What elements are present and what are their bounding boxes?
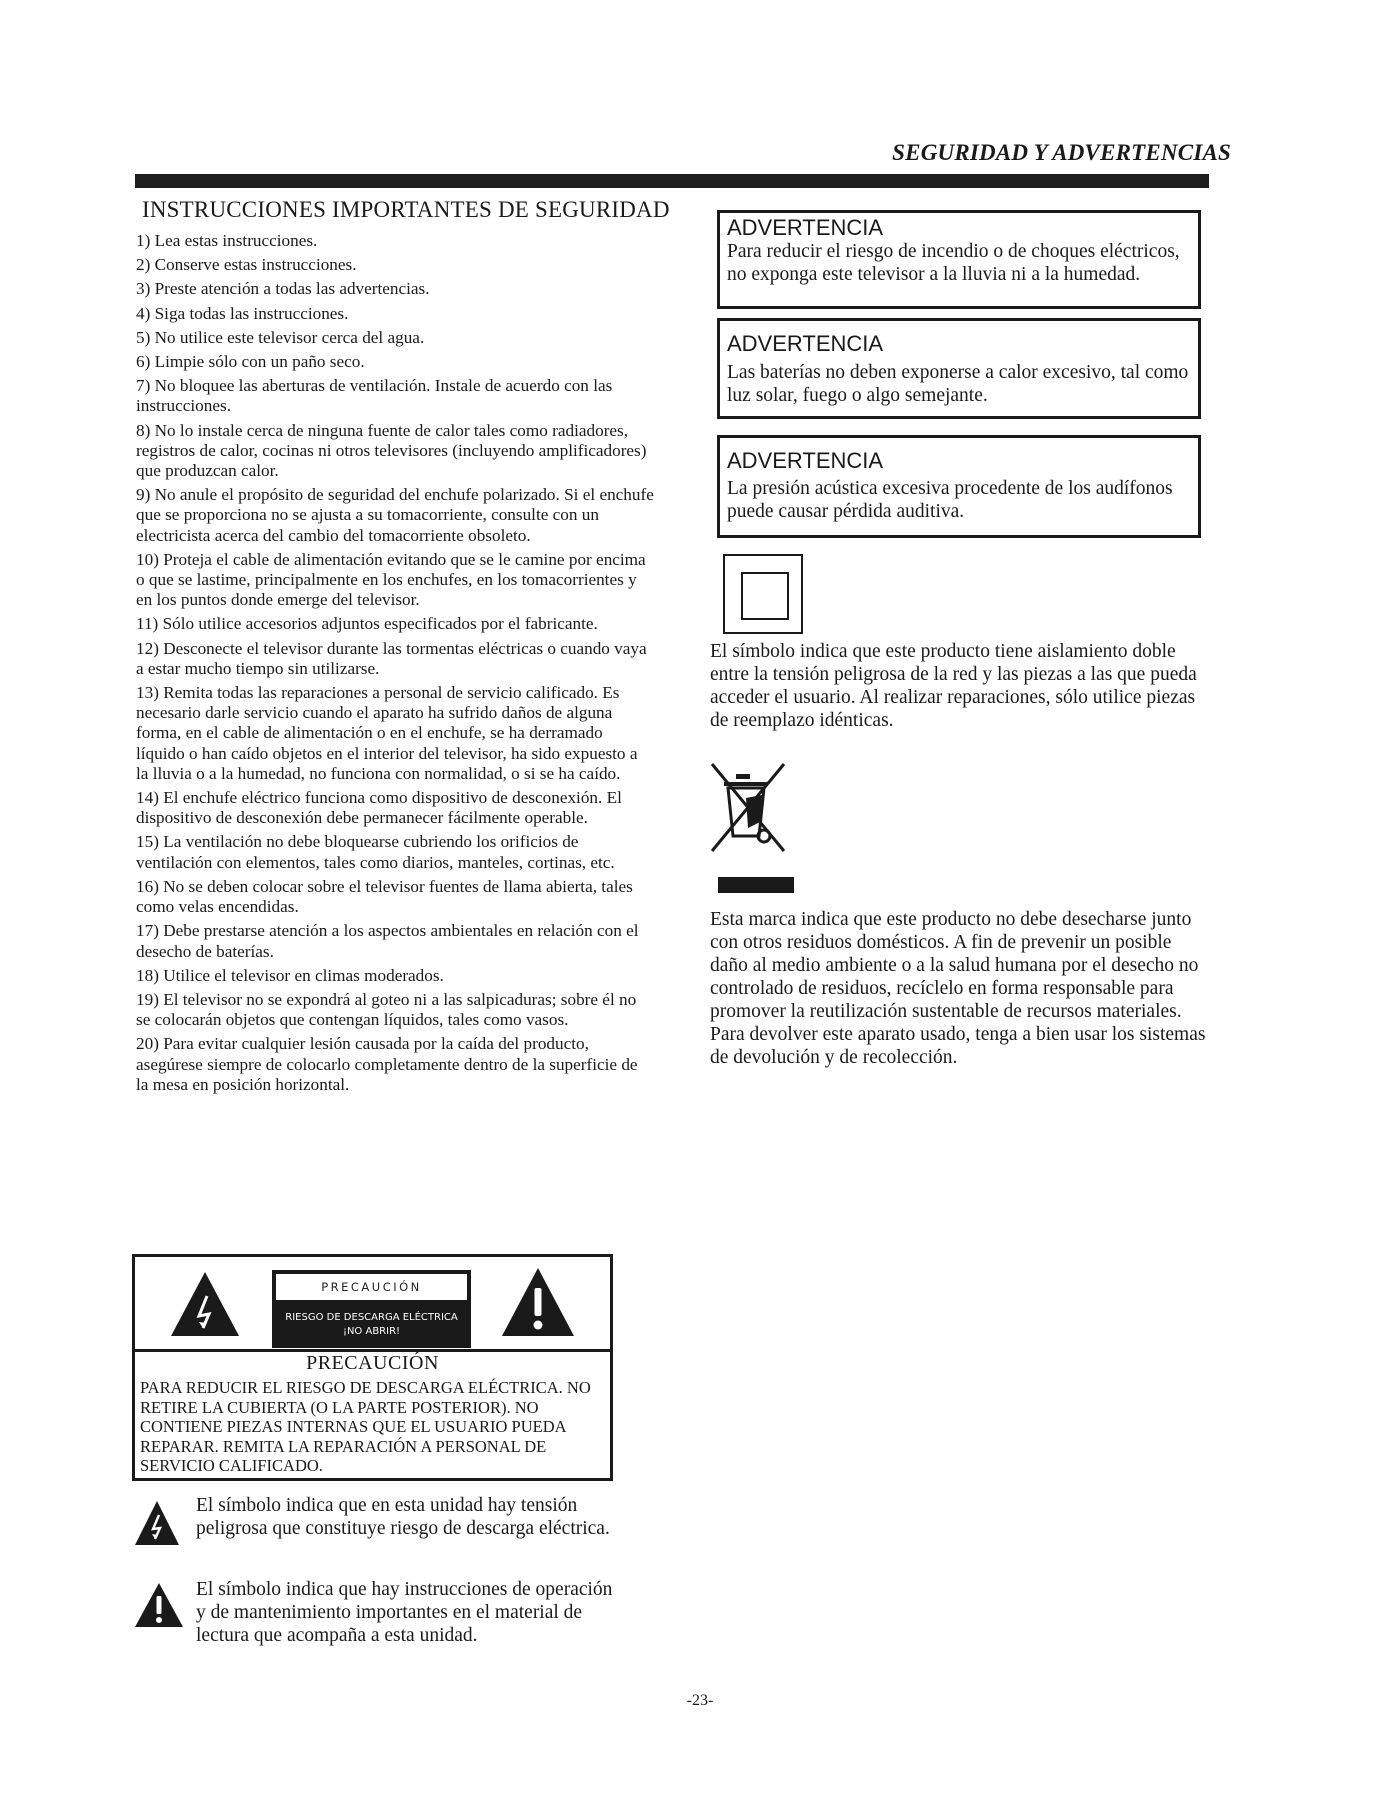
instruction-item: 14) El enchufe eléctrico funciona como dispositivo de desconexión. El dispositivo de desconexión debe permanecer fácilmente operable. bbox=[136, 788, 622, 828]
caution-label bbox=[272, 1270, 471, 1348]
warning-text: Para reducir el riesgo de incendio o de choques eléctricos, no exponga este televisor a la lluvia ni a la humedad. bbox=[727, 241, 1180, 285]
instruction-item: 2) Conserve estas instrucciones. bbox=[136, 255, 357, 275]
lightning-symbol-note bbox=[134, 1494, 614, 1564]
caution-box bbox=[132, 1254, 613, 1481]
warning-text: La presión acústica excesiva procedente de los audífonos puede causar pérdida auditiva. bbox=[727, 478, 1173, 522]
warning-title: ADVERTENCIA bbox=[727, 331, 884, 356]
instructions-heading: INSTRUCCIONES IMPORTANTES DE SEGURIDAD bbox=[142, 197, 670, 222]
lightning-warning-icon bbox=[169, 1270, 241, 1338]
caution-label-line1: RIESGO DE DESCARGA ELÉCTRICA bbox=[285, 1312, 458, 1323]
warning-box-audio bbox=[717, 435, 1201, 538]
double-insulation-text: El símbolo indica que este producto tiene aislamiento doble entre la tensión peligrosa de la red y las piezas a las que pueda acceder el usuario. Al realizar reparaciones, sólo utilice piezas de reemplazo idénticas. bbox=[710, 641, 1197, 731]
warning-title: ADVERTENCIA bbox=[727, 215, 884, 240]
exclamation-symbol-note bbox=[134, 1578, 614, 1648]
instruction-item: 4) Siga todas las instrucciones. bbox=[136, 303, 349, 323]
warning-title: ADVERTENCIA bbox=[727, 448, 884, 473]
caution-label-line2: ¡NO ABRIR! bbox=[342, 1326, 401, 1337]
instruction-item: 11) Sólo utilice accesorios adjuntos especificados por el fabricante. bbox=[136, 614, 598, 634]
instruction-item: 10) Proteja el cable de alimentación evitando que se le camine por encima o que se lastime, principalmente en los enchufes, en los tomacorrientes y en los puntos donde emerge del televisor. bbox=[136, 549, 646, 610]
caution-label-title: PRECAUCIÓN bbox=[276, 1274, 467, 1300]
warning-box-batteries bbox=[717, 318, 1201, 419]
instruction-item: 12) Desconecte el televisor durante las tormentas eléctricas o cuando vaya a estar mucho tiempo sin utilizarse. bbox=[136, 638, 647, 678]
lightning-symbol-icon bbox=[134, 1500, 180, 1546]
instruction-item: 19) El televisor no se expondrá al goteo ni a las salpicaduras; sobre él no se colocarán objetos que contengan líquidos, tales como vasos. bbox=[136, 989, 637, 1030]
instruction-item: 15) La ventilación no debe bloquearse cubriendo los orificios de ventilación con elementos, tales como diarios, manteles, cortinas, etc. bbox=[136, 832, 615, 872]
instruction-item: 16) No se deben colocar sobre el televisor fuentes de llama abierta, tales como velas encendidas. bbox=[136, 876, 633, 917]
instruction-item: 7) No bloquee las aberturas de ventilación. Instale de acuerdo con las instrucciones. bbox=[136, 376, 613, 416]
instruction-item: 9) No anule el propósito de seguridad del enchufe polarizado. Si el enchufe que se proporciona no se ajusta a su tomacorriente, consulte con un electricista acerca del cambio del tomacorriente obsoleto. bbox=[136, 485, 654, 545]
exclamation-warning-icon bbox=[500, 1266, 576, 1338]
instruction-item: 1) Lea estas instrucciones. bbox=[136, 231, 318, 250]
instruction-item: 18) Utilice el televisor en climas moderados. bbox=[136, 965, 444, 985]
section-title: SEGURIDAD Y ADVERTENCIAS bbox=[892, 140, 1231, 165]
instruction-item: 5) No utilice este televisor cerca del agua. bbox=[136, 327, 425, 347]
caution-body: PARA REDUCIR EL RIESGO DE DESCARGA ELÉCTRICA. NO RETIRE LA CUBIERTA (O LA PARTE POSTERIOR). NO CONTIENE PIEZAS INTERNAS QUE EL USUARIO PUEDA REPARAR. REMITA LA REPARACIÓN A PERSONAL DE SERVICIO CALIFICADO. bbox=[140, 1378, 591, 1475]
exclamation-symbol-icon bbox=[134, 1582, 184, 1628]
warning-text: Las baterías no deben exponerse a calor excesivo, tal como luz solar, fuego o algo semejante. bbox=[727, 362, 1189, 406]
instruction-item: 20) Para evitar cualquier lesión causada por la caída del producto, asegúrese siempre de colocarlo completamente dentro de la superficie de la mesa en posición horizontal. bbox=[136, 1034, 638, 1094]
header-divider bbox=[135, 174, 1209, 188]
exclamation-symbol-text: El símbolo indica que hay instrucciones de operación y de mantenimiento importantes en el material de lectura que acompaña a esta unidad. bbox=[196, 1579, 613, 1646]
instruction-item: 17) Debe prestarse atención a los aspectos ambientales en relación con el desecho de baterías. bbox=[136, 921, 639, 961]
caution-heading: PRECAUCIÓN bbox=[306, 1352, 439, 1374]
instruction-item: 13) Remita todas las reparaciones a personal de servicio calificado. Es necesario darle servicio cuando el aparato ha sufrido daños de alguna forma, en el cable de alimentación o en el enchufe, se ha derramado líquido o han caído objetos en el interior del televisor, ha sido expuesto a la lluvia o a la humedad, no funciona con normalidad, o si se ha caído. bbox=[136, 683, 638, 783]
weee-text: Esta marca indica que este producto no debe desecharse junto con otros residuos domésticos. A fin de prevenir un posible daño al medio ambiente o a la salud humana por el desecho no controlado de residuos, recíclelo en forma responsable para promover la reutilización sustentable de recursos materiales. Para devolver este aparato usado, tenga a bien usar los sistemas de devolución y de recolección. bbox=[710, 909, 1206, 1068]
instructions-list bbox=[136, 231, 654, 1099]
page-number: -23- bbox=[686, 1692, 714, 1709]
instruction-item: 8) No lo instale cerca de ninguna fuente de calor tales como radiadores, registros de calor, cocinas ni otros televisores (incluyendo amplificadores) que produzcan calor. bbox=[136, 420, 647, 481]
weee-bar bbox=[718, 877, 794, 893]
caution-label-row bbox=[135, 1257, 610, 1352]
instruction-item: 6) Limpie sólo con un paño seco. bbox=[136, 352, 365, 372]
lightning-symbol-text: El símbolo indica que en esta unidad hay tensión peligrosa que constituye riesgo de descarga eléctrica. bbox=[196, 1495, 610, 1539]
double-insulation-icon bbox=[723, 554, 803, 634]
weee-crossed-bin-icon bbox=[708, 760, 788, 855]
instruction-item: 3) Preste atención a todas las advertencias. bbox=[136, 279, 430, 299]
warning-box-rain bbox=[717, 210, 1201, 309]
